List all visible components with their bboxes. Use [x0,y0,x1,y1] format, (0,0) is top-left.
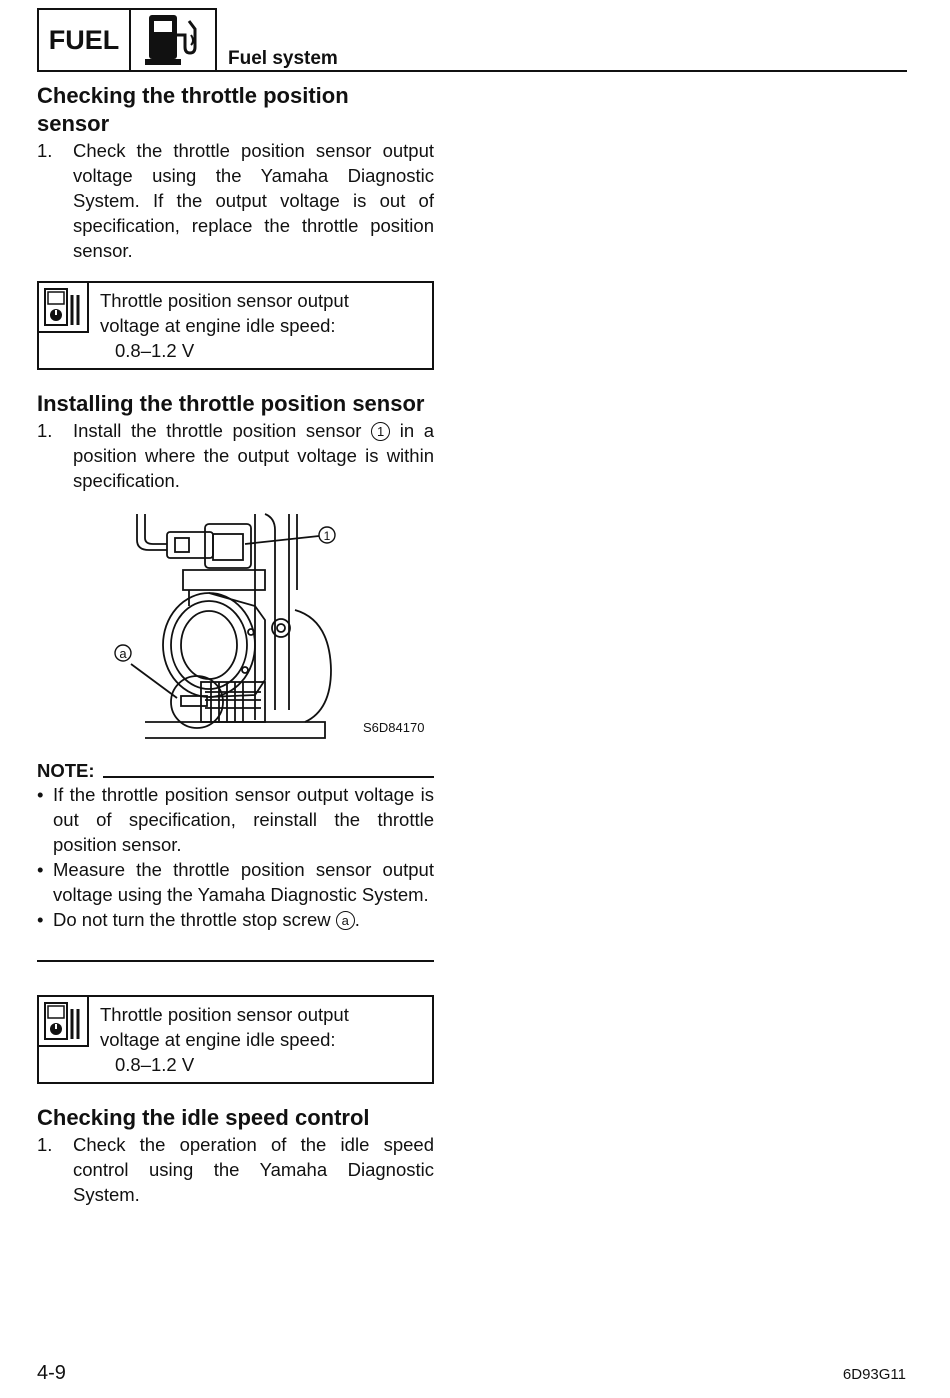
step-text: in a position where the output voltage is within specification. [73,420,435,491]
step-item [37,1132,434,1207]
chapter-tab [37,8,131,72]
note-bullet [37,907,434,932]
spec-value: 0.8–1.2 V [115,1054,195,1075]
bullet-dot: • [37,859,44,880]
step-item [37,138,434,263]
spec-text [100,1002,349,1077]
bullet-dot: • [37,784,44,805]
note-bullets [37,782,434,932]
header-rule [215,70,907,72]
step-number: 1. [37,140,53,161]
step-text: Install the throttle position sensor [73,420,362,441]
note-bullet [37,782,434,857]
step-text: Check the operation of the idle speed control using the Yamaha Diagnostic System. [73,1134,434,1205]
callout-letter: a [336,911,355,930]
throttle-body-figure [105,510,435,745]
section-title: Checking the throttle position sensor [37,83,349,136]
bullet-text: Measure the throttle position sensor output voltage using the Yamaha Diagnostic System. [53,859,434,905]
bullet-dot: • [37,909,44,930]
fuel-pump-icon [143,13,203,67]
section-name: Fuel system [228,48,338,69]
step-item [37,418,434,493]
note-end-rule [37,960,434,962]
spec-icon-box [39,997,89,1047]
spec-value: 0.8–1.2 V [115,340,195,361]
spec-box [37,281,434,370]
multimeter-icon [43,287,83,327]
bullet-text: If the throttle position sensor output voltage is out of specification, reinstall the throttle position sensor. [53,784,434,855]
step-text: Check the throttle position sensor output voltage using the Yamaha Diagnostic System. If the output voltage is out of specification, replace the throttle position sensor. [73,140,434,261]
spec-icon-box [39,283,89,333]
step-number: 1. [37,1134,53,1155]
note-bullet [37,857,434,907]
spec-box [37,995,434,1084]
section-check-isc [37,1104,434,1207]
note-rule [103,776,434,778]
multimeter-icon [43,1001,83,1041]
bullet-text: Do not turn the throttle stop screw [53,909,331,930]
page-number: 4-9 [37,1362,66,1384]
spec-label-line: voltage at engine idle speed: [100,315,336,336]
callout-number: 1 [371,422,390,441]
spec-text [100,288,349,363]
bullet-end: . [354,909,360,930]
spec-label-line: voltage at engine idle speed: [100,1029,336,1050]
section-title: Installing the throttle position sensor [37,391,425,416]
chapter-label: FUEL [48,24,120,55]
figure-callout-a-label: a [119,646,127,661]
note-header [37,760,434,782]
section-title: Checking the idle speed control [37,1105,370,1130]
figure-callout-1-label: 1 [323,529,331,543]
section-check-tps [37,82,434,263]
chapter-icon-box [129,8,217,72]
doc-code: 6D93G11 [842,1366,906,1383]
spec-label-line: Throttle position sensor output [100,290,349,311]
figure-code: S6D84170 [363,720,425,735]
step-number: 1. [37,420,53,441]
section-install-tps [37,390,434,493]
spec-label-line: Throttle position sensor output [100,1004,349,1025]
note-label: NOTE: [37,760,95,781]
